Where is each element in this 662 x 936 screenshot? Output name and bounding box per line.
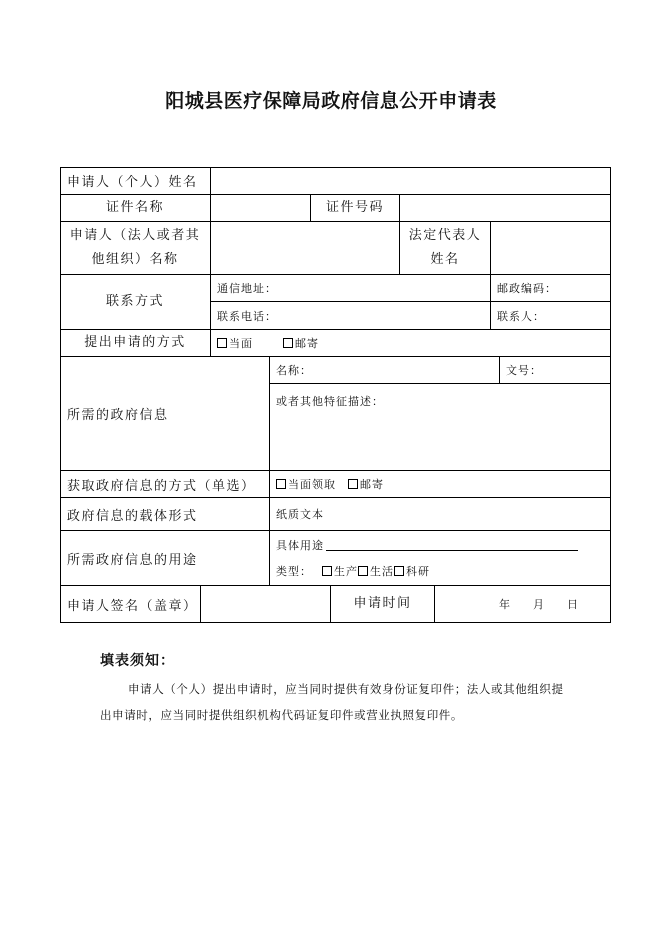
- obtain-option-2-label: 邮寄: [360, 478, 384, 491]
- applicant-name-field[interactable]: [211, 167, 611, 195]
- purpose-type-1-label: 生产: [334, 565, 358, 578]
- other-desc-label: 或者其他特征描述：: [276, 395, 384, 408]
- phone-label: 联系电话：: [217, 309, 277, 323]
- legal-rep-field[interactable]: [491, 222, 611, 275]
- legal-rep-label-line1: 法定代表人: [408, 228, 482, 243]
- id-number-field[interactable]: [400, 195, 611, 222]
- info-needed-label: 所需的政府信息: [60, 357, 270, 471]
- applicant-name-label: 申请人（个人）姓名: [60, 167, 211, 195]
- date-day: 日: [567, 598, 579, 611]
- notes-body: 申请人（个人）提出申请时，应当同时提供有效身份证复印件；法人或其他组织提出申请时，应当同时提供组织机构代码证复印件或营业执照复印件。: [100, 682, 564, 722]
- postcode-label: 邮政编码：: [497, 282, 557, 295]
- doc-number-field[interactable]: [500, 357, 611, 384]
- purpose-type-1-checkbox[interactable]: [322, 566, 332, 576]
- purpose-label: 所需政府信息的用途: [60, 531, 270, 586]
- org-name-field[interactable]: [211, 222, 400, 275]
- notes-heading: 填表须知：: [100, 653, 175, 669]
- purpose-type-2-checkbox[interactable]: [358, 566, 368, 576]
- purpose-specific-input[interactable]: [326, 540, 578, 551]
- submit-method-label: 提出申请的方式: [60, 330, 211, 357]
- submit-option-2-label: 邮寄: [295, 337, 319, 350]
- carrier-label: 政府信息的载体形式: [60, 498, 270, 531]
- carrier-value: 纸质文本: [270, 498, 611, 531]
- date-year: 年: [499, 598, 511, 611]
- purpose-specific-label: 具体用途: [276, 539, 324, 552]
- signature-label: 申请人签名（盖章）: [60, 586, 201, 623]
- obtain-option-2-checkbox[interactable]: [348, 479, 358, 489]
- purpose-field: [270, 531, 611, 586]
- obtain-option-1-label: 当面领取: [288, 478, 336, 491]
- id-type-label: 证件名称: [60, 195, 211, 222]
- phone-field[interactable]: [211, 302, 491, 330]
- info-name-field[interactable]: [270, 357, 500, 384]
- purpose-type-row: [276, 558, 430, 584]
- contact-person-field[interactable]: [491, 302, 611, 330]
- contact-label: 联系方式: [60, 275, 211, 330]
- doc-number-label: 文号：: [506, 364, 542, 377]
- id-type-field[interactable]: [211, 195, 311, 222]
- other-desc-field[interactable]: [270, 384, 611, 471]
- submit-method-options: [211, 330, 611, 357]
- signature-field[interactable]: [201, 586, 331, 623]
- page-title: 阳城县医疗保障局政府信息公开申请表: [165, 90, 497, 112]
- legal-rep-label: [400, 222, 491, 275]
- purpose-type-3-label: 科研: [406, 565, 430, 578]
- obtain-option-1-checkbox[interactable]: [276, 479, 286, 489]
- info-name-label: 名称：: [276, 364, 312, 377]
- org-name-label-line1: 申请人（法人或者其: [69, 228, 201, 243]
- purpose-type-2-label: 生活: [370, 565, 394, 578]
- org-name-label-line2: 他组织）名称: [91, 252, 179, 267]
- obtain-method-label: 获取政府信息的方式（单选）: [60, 471, 270, 498]
- application-form: [60, 167, 611, 623]
- apply-time-field[interactable]: [435, 586, 611, 623]
- submit-option-1-label: 当面: [229, 337, 253, 350]
- purpose-specific-row: [276, 532, 578, 558]
- address-label: 通信地址：: [217, 282, 277, 295]
- purpose-type-3-checkbox[interactable]: [394, 566, 404, 576]
- date-month: 月: [533, 598, 545, 611]
- contact-person-label: 联系人：: [497, 309, 545, 323]
- id-number-label: 证件号码: [311, 195, 400, 222]
- address-field[interactable]: [211, 275, 491, 302]
- submit-option-2-checkbox[interactable]: [283, 338, 293, 348]
- postcode-field[interactable]: [491, 275, 611, 302]
- org-name-label: [60, 222, 211, 275]
- purpose-type-label: 类型：: [276, 565, 312, 578]
- apply-time-label: 申请时间: [331, 586, 435, 623]
- legal-rep-label-line2: 姓名: [430, 252, 460, 267]
- submit-option-1-checkbox[interactable]: [217, 338, 227, 348]
- obtain-method-options: [270, 471, 611, 498]
